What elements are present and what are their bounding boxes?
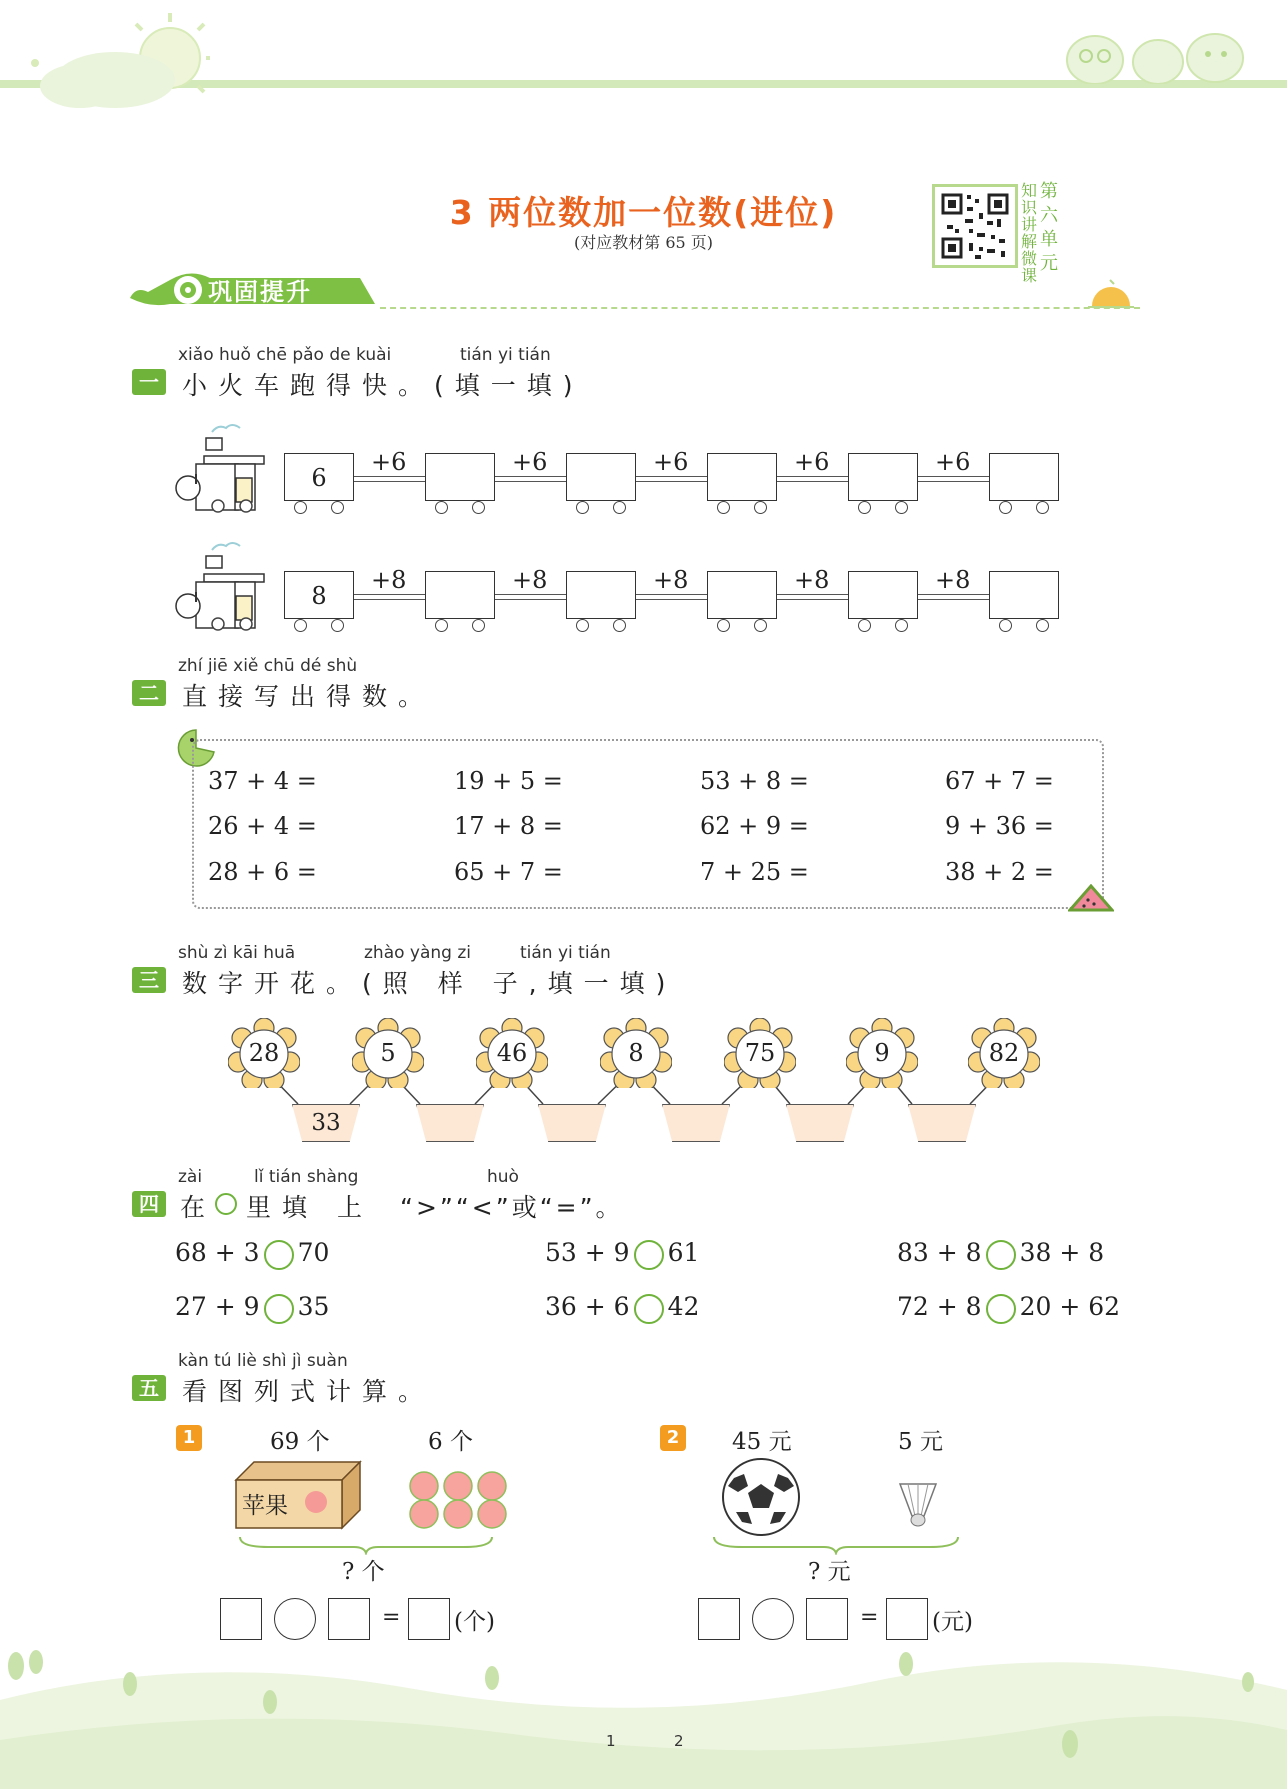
wheel (613, 501, 626, 514)
section3-number: 三 (132, 967, 166, 993)
flower-number: 8 (628, 1039, 644, 1067)
section2-pinyin: zhí jiē xiě chū dé shù (178, 656, 358, 676)
banner-divider (380, 307, 1140, 309)
train-link (918, 594, 989, 600)
compare-answer-circle[interactable] (986, 1240, 1016, 1270)
pot-answer[interactable] (662, 1104, 730, 1142)
compare-left: 53 + 9 (545, 1238, 630, 1267)
compare-left: 68 + 3 (175, 1238, 260, 1267)
section4-pinyin-2: lǐ tián shàng (254, 1167, 359, 1187)
answer-box[interactable] (328, 1598, 370, 1640)
section4-title-b: 里填 上 (246, 1193, 373, 1222)
compare-right: 42 (667, 1292, 700, 1321)
train1-answer-car[interactable] (707, 453, 777, 501)
brace-icon (712, 1535, 960, 1555)
section1-title: 小火车跑得快。(填一填) (182, 371, 584, 400)
train-link (777, 594, 848, 600)
pot-answer: 33 (311, 1110, 341, 1136)
sum-item: 37 + 4 = (208, 767, 317, 795)
sum-item: 67 + 7 = (945, 767, 1054, 795)
soccer-ball-icon (720, 1456, 802, 1538)
qr-caption-char: 课 (1020, 266, 1037, 285)
compare-answer-circle[interactable] (986, 1294, 1016, 1324)
sum-item: 62 + 9 = (700, 812, 809, 840)
wheel (858, 501, 871, 514)
train-link (777, 476, 848, 482)
section3-pinyin-3: tián yi tián (520, 943, 611, 963)
wheel (717, 501, 730, 514)
compare-answer-circle[interactable] (264, 1294, 294, 1324)
section5-number: 五 (132, 1375, 166, 1401)
train1-answer-car[interactable] (566, 453, 636, 501)
hill-landscape-decoration (0, 1640, 1287, 1789)
wheel (435, 619, 448, 632)
section3-pinyin-2: zhào yàng zi (364, 943, 472, 963)
qr-caption-char: 解 (1020, 232, 1037, 251)
six-apples-icon (406, 1468, 510, 1532)
answer-box[interactable] (698, 1598, 740, 1640)
answer-box[interactable] (220, 1598, 262, 1640)
answer-box[interactable] (886, 1598, 928, 1640)
pot-answer[interactable] (908, 1104, 976, 1142)
sum-item: 9 + 36 = (945, 812, 1054, 840)
apple-box-label: 苹果 (242, 1493, 288, 1519)
answer-box[interactable] (806, 1598, 848, 1640)
compare-item (175, 1238, 329, 1270)
train1-step-label: +6 (371, 448, 407, 476)
sum-item: 7 + 25 = (700, 858, 809, 886)
wheel (754, 619, 767, 632)
compare-right: 38 + 8 (1019, 1238, 1105, 1267)
train2-answer-car[interactable] (848, 571, 918, 619)
problem2-badge: 2 (660, 1425, 686, 1451)
compare-right: 20 + 62 (1019, 1292, 1121, 1321)
sum-item: 17 + 8 = (454, 812, 563, 840)
wheel (895, 501, 908, 514)
compare-right: 35 (297, 1292, 330, 1321)
compare-item (545, 1238, 699, 1270)
operator-circle[interactable] (752, 1598, 794, 1640)
wheel (331, 619, 344, 632)
compare-item (897, 1238, 1104, 1270)
section4-pinyin: zài (178, 1167, 203, 1187)
equals-sign: = (382, 1605, 401, 1630)
pot-answer[interactable] (416, 1104, 484, 1142)
qr-code[interactable] (932, 184, 1018, 268)
lesson-subtitle: (对应教材第 65 页) (573, 233, 714, 252)
compare-item (897, 1292, 1120, 1324)
wheel (576, 619, 589, 632)
train1-answer-car[interactable] (425, 453, 495, 501)
problem1-unit: (个) (454, 1609, 495, 1635)
wheel (1036, 501, 1049, 514)
answer-box[interactable] (408, 1598, 450, 1640)
qr-caption-char: 知 (1020, 181, 1037, 200)
circle-icon (215, 1193, 237, 1215)
wheel (472, 501, 485, 514)
wheel (1036, 619, 1049, 632)
qr-caption-char: 元 (1040, 253, 1058, 274)
problem1-badge: 1 (176, 1425, 202, 1451)
flower-number: 46 (496, 1039, 528, 1067)
flower-number: 9 (874, 1039, 890, 1067)
animal-friends-decoration-icon (1060, 22, 1250, 84)
train2-start-car: 8 (284, 571, 354, 619)
section5-pinyin: kàn tú liè shì jì suàn (178, 1351, 348, 1371)
train1-answer-car[interactable] (848, 453, 918, 501)
compare-item (175, 1292, 329, 1324)
qr-code-icon (935, 187, 1015, 265)
problem1-a-label: 69 个 (270, 1429, 330, 1455)
flower-number: 75 (744, 1039, 776, 1067)
wheel (858, 619, 871, 632)
train-link (495, 476, 566, 482)
equals-sign: = (860, 1605, 879, 1630)
train-link (918, 476, 989, 482)
compare-left: 36 + 6 (545, 1292, 630, 1321)
section3-pinyin: shù zì kāi huā (178, 943, 296, 963)
shuttlecock-icon (896, 1480, 940, 1528)
train-link (636, 594, 707, 600)
compare-left: 83 + 8 (897, 1238, 982, 1267)
qr-caption-col1 (1020, 182, 1038, 284)
wheel (472, 619, 485, 632)
train1-step-label: +6 (794, 448, 830, 476)
wheel (331, 501, 344, 514)
train-link (495, 594, 566, 600)
train-link (636, 476, 707, 482)
train1-step-label: +6 (653, 448, 689, 476)
problem2-unit: (元) (932, 1609, 973, 1635)
train2-step-label: +8 (653, 566, 689, 594)
wheel (613, 619, 626, 632)
compare-right: 70 (297, 1238, 330, 1267)
qr-caption-col2 (1040, 180, 1058, 276)
wheel (576, 501, 589, 514)
sum-item: 53 + 8 = (700, 767, 809, 795)
wheel (999, 619, 1012, 632)
qr-caption-char: 六 (1040, 205, 1058, 226)
sum-item: 65 + 7 = (454, 858, 563, 886)
operator-circle[interactable] (274, 1598, 316, 1640)
sum-item: 38 + 2 = (945, 858, 1054, 886)
sunset-icon (1088, 278, 1134, 310)
compare-left: 72 + 8 (897, 1292, 982, 1321)
section1-number: 一 (132, 369, 166, 395)
train2-answer-car[interactable] (707, 571, 777, 619)
wheel (717, 619, 730, 632)
compare-item (545, 1292, 699, 1324)
locomotive-icon (172, 418, 284, 518)
train1-step-label: +6 (512, 448, 548, 476)
section2-number: 二 (132, 680, 166, 706)
compare-answer-circle[interactable] (634, 1294, 664, 1324)
section4-title-a: 在 (180, 1193, 217, 1222)
section4-pinyin-3: huò (487, 1167, 519, 1187)
wheel (435, 501, 448, 514)
section1-pinyin: xiǎo huǒ chē pǎo de kuài (178, 345, 392, 365)
section4-number: 四 (132, 1191, 166, 1217)
lesson-title: 3 两位数加一位数(进位) (449, 193, 838, 232)
section3-title: 数字开花。(照 样 子,填一填) (182, 969, 677, 998)
wheel (895, 619, 908, 632)
problem1-total-label: ? 个 (342, 1559, 385, 1585)
qr-caption-char: 第 (1040, 181, 1058, 202)
pot-answer[interactable] (538, 1104, 606, 1142)
wheel (294, 501, 307, 514)
qr-caption-char: 识 (1020, 198, 1037, 217)
train2-step-label: +8 (371, 566, 407, 594)
problem2-total-label: ? 元 (808, 1559, 851, 1585)
train-link (354, 594, 425, 600)
sum-item: 26 + 4 = (208, 812, 317, 840)
train2-answer-car[interactable] (425, 571, 495, 619)
brace-icon (238, 1535, 494, 1555)
sum-item: 28 + 6 = (208, 858, 317, 886)
compare-answer-circle[interactable] (264, 1240, 294, 1270)
pot-answer[interactable] (786, 1104, 854, 1142)
train1-answer-car[interactable] (989, 453, 1059, 501)
flower-number: 28 (248, 1039, 280, 1067)
train1-start-car: 6 (284, 453, 354, 501)
section4-title-c: “>”“<”或“=”。 (400, 1193, 624, 1222)
flower-number: 5 (380, 1039, 396, 1067)
watermelon-icon (1068, 884, 1114, 916)
section1-pinyin-2: tián yi tián (460, 345, 551, 365)
wheel (754, 501, 767, 514)
qr-caption-char: 微 (1020, 249, 1037, 268)
problem2-b-label: 5 元 (898, 1429, 943, 1455)
problem2-a-label: 45 元 (732, 1429, 792, 1455)
sum-item: 19 + 5 = (454, 767, 563, 795)
train-link (354, 476, 425, 482)
banner-label: 巩固提升 (208, 278, 312, 306)
train2-step-label: +8 (512, 566, 548, 594)
train2-step-label: +8 (935, 566, 971, 594)
section5-title: 看图列式计算。 (182, 1377, 435, 1406)
qr-caption-char: 单 (1040, 229, 1058, 250)
problem1-b-label: 6 个 (428, 1429, 473, 1455)
train1-step-label: +6 (935, 448, 971, 476)
page-number-left: 1 (606, 1732, 616, 1750)
wheel (999, 501, 1012, 514)
flower-number: 82 (988, 1039, 1020, 1067)
qr-caption-char: 讲 (1020, 215, 1037, 234)
compare-right: 61 (667, 1238, 700, 1267)
train2-answer-car[interactable] (989, 571, 1059, 619)
compare-answer-circle[interactable] (634, 1240, 664, 1270)
wheel (294, 619, 307, 632)
page-number-right: 2 (674, 1732, 684, 1750)
locomotive-icon (172, 536, 284, 636)
train2-answer-car[interactable] (566, 571, 636, 619)
cloud-sun-decoration-icon (20, 8, 210, 113)
compare-left: 27 + 9 (175, 1292, 260, 1321)
train2-step-label: +8 (794, 566, 830, 594)
section2-title: 直接写出得数。 (182, 682, 435, 711)
